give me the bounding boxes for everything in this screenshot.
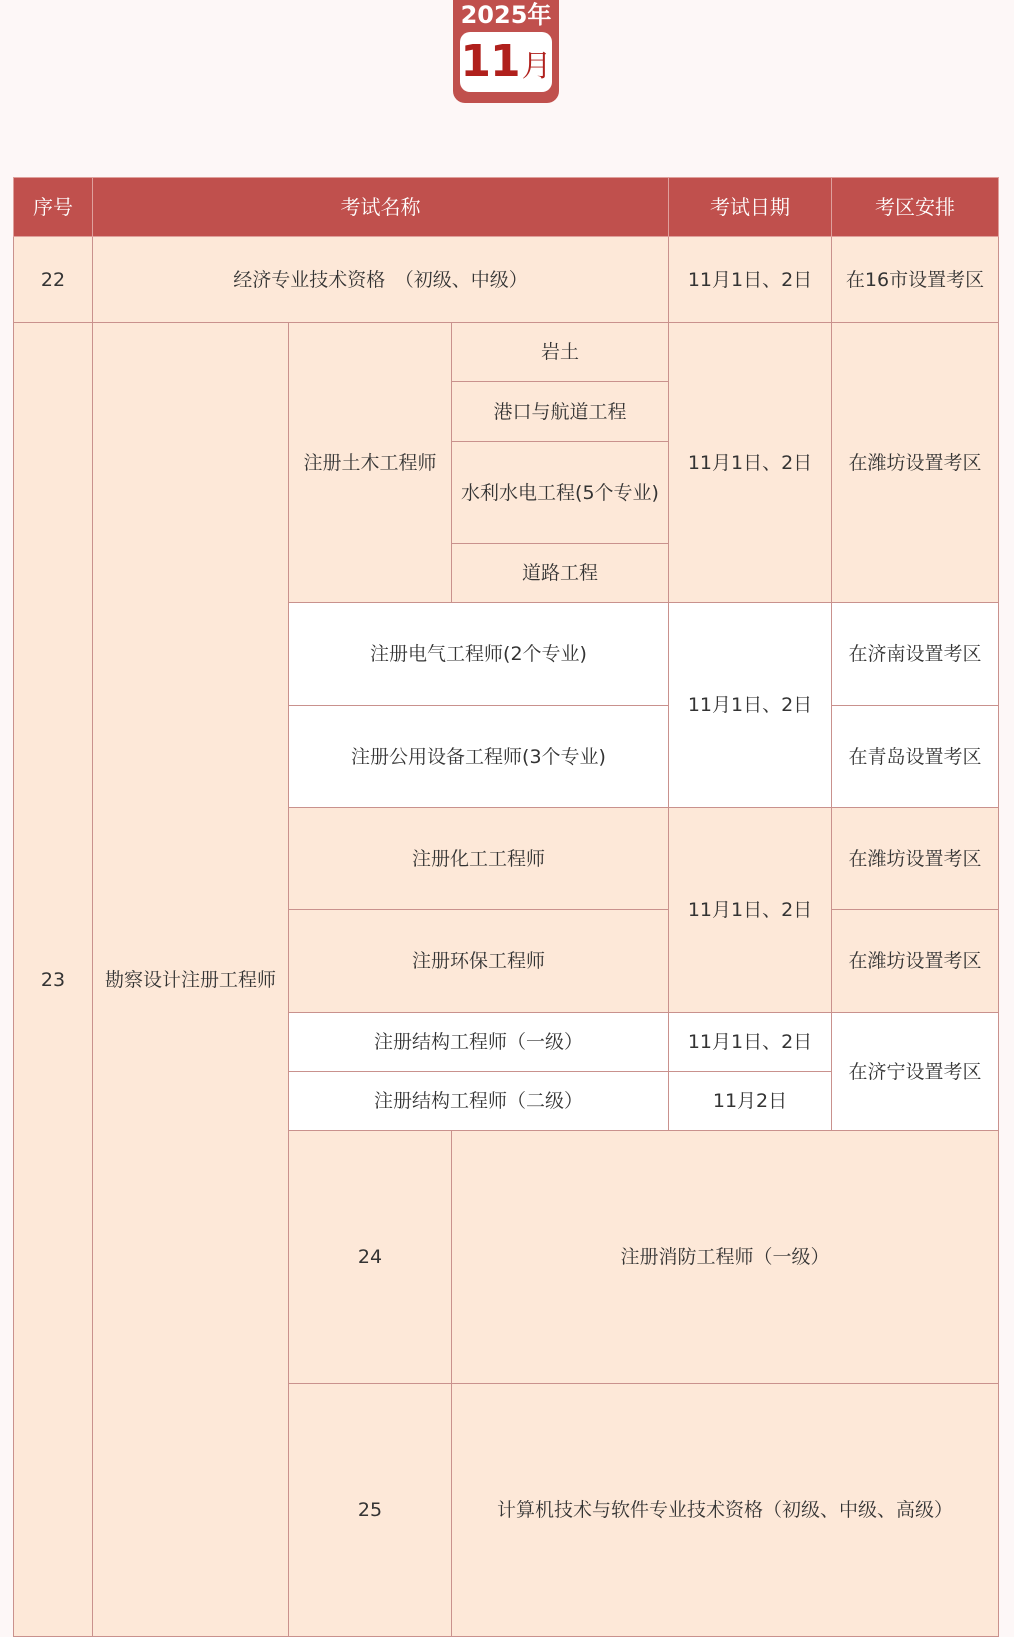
exam-name: 注册化工工程师 — [289, 808, 669, 910]
header-number: 序号 — [14, 178, 93, 237]
exam-specialty: 港口与航道工程 — [452, 382, 669, 442]
row-number: 23 — [14, 323, 93, 1637]
header-exam-area: 考区安排 — [832, 178, 999, 237]
exam-area: 在潍坊设置考区 — [832, 808, 999, 910]
exam-name: 注册电气工程师(2个专业) — [289, 603, 669, 706]
exam-area: 在16市设置考区 — [832, 237, 999, 323]
exam-name: 计算机技术与软件专业技术资格（初级、中级、高级） — [452, 1384, 999, 1637]
exam-area: 在济宁设置考区 — [832, 1013, 999, 1131]
exam-name: 注册结构工程师（二级） — [289, 1072, 669, 1131]
exam-specialty: 道路工程 — [452, 544, 669, 603]
exam-group-name: 勘察设计注册工程师 — [93, 323, 289, 1637]
table-row — [14, 323, 999, 382]
exam-area: 在潍坊设置考区 — [832, 323, 999, 603]
exam-specialty: 岩土 — [452, 323, 669, 382]
exam-date: 11月1日、2日 — [669, 237, 832, 323]
exam-name: 注册消防工程师（一级） — [452, 1131, 999, 1384]
badge-month-unit: 月 — [521, 49, 552, 84]
row-number: 24 — [289, 1131, 452, 1384]
header-exam-name: 考试名称 — [93, 178, 669, 237]
table-header-row — [14, 178, 999, 237]
badge-month-number: 11 — [460, 36, 520, 87]
row-number: 25 — [289, 1384, 452, 1637]
exam-schedule-table — [13, 177, 999, 1637]
header-exam-date: 考试日期 — [669, 178, 832, 237]
month-badge — [453, 0, 559, 103]
exam-date: 11月1日、2日 — [669, 1013, 832, 1072]
exam-name: 经济专业技术资格 （初级、中级） — [93, 237, 669, 323]
exam-date: 11月2日 — [669, 1072, 832, 1131]
exam-area: 在潍坊设置考区 — [832, 910, 999, 1013]
exam-specialty: 水利水电工程(5个专业) — [452, 442, 669, 544]
table-row — [14, 237, 999, 323]
badge-year: 2025年 — [460, 1, 552, 29]
exam-name: 注册环保工程师 — [289, 910, 669, 1013]
exam-area: 在青岛设置考区 — [832, 706, 999, 808]
exam-name: 注册土木工程师 — [289, 323, 452, 603]
row-number: 22 — [14, 237, 93, 323]
exam-name: 注册公用设备工程师(3个专业) — [289, 706, 669, 808]
exam-date: 11月1日、2日 — [669, 323, 832, 603]
exam-area: 在济南设置考区 — [832, 603, 999, 706]
badge-month — [460, 32, 552, 92]
exam-name: 注册结构工程师（一级） — [289, 1013, 669, 1072]
exam-date: 11月1日、2日 — [669, 808, 832, 1013]
exam-date: 11月1日、2日 — [669, 603, 832, 808]
